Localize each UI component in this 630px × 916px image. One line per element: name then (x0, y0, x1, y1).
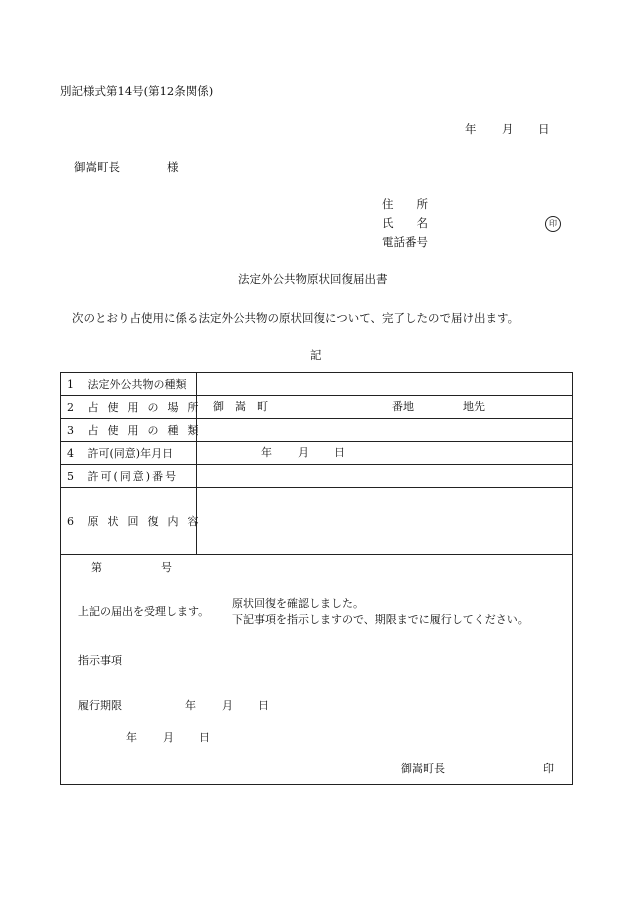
deadline-day-label: 日 (258, 699, 269, 712)
row-number: 1 (67, 378, 74, 391)
row-label (61, 419, 208, 442)
date-day-label: 日 (538, 122, 550, 136)
confirmed-text-1: 原状回復を確認しました。 (232, 597, 364, 610)
table-row (61, 396, 573, 419)
confirmed-text-2: 下記事項を指示しますので、期限までに履行してください。 (232, 613, 529, 626)
field-restoration-content[interactable] (197, 488, 573, 555)
field-use-type[interactable] (197, 419, 573, 442)
row-label-text: 占使用の場所 (87, 401, 208, 414)
field-location[interactable] (197, 396, 573, 419)
go-label: 号 (161, 561, 172, 574)
deadline-month-label: 月 (222, 699, 233, 712)
row-label-text: 法定外公共物の種類 (87, 378, 187, 391)
row-label (61, 396, 208, 419)
office-date-year-label: 年 (126, 731, 137, 744)
date-year-label: 年 (465, 122, 477, 136)
address-label: 住 所 (382, 197, 428, 211)
row-number: 2 (67, 401, 74, 414)
field-permission-number[interactable] (197, 465, 573, 488)
deadline-label: 履行期限 (78, 699, 122, 712)
addressee: 御嵩町長 (74, 160, 120, 174)
table-row (61, 488, 573, 555)
table-row (61, 555, 573, 785)
office-date-day-label: 日 (199, 731, 210, 744)
body-text: 次のとおり占使用に係る法定外公共物の原状回復について、完了したので届け出ます。 (72, 311, 520, 325)
field-kind-of-public-property[interactable] (197, 373, 573, 396)
row-number: 4 (67, 447, 74, 460)
table-row (61, 465, 573, 488)
row-label-text: 許可(同意)番号 (87, 470, 179, 483)
phone-label: 電話番号 (382, 235, 428, 249)
banchi-label: 番地 (392, 400, 414, 413)
table-row (61, 419, 573, 442)
mayor-label: 御嵩町長 (401, 762, 445, 775)
row-label (61, 373, 197, 396)
permit-year-label: 年 (261, 446, 272, 459)
form-table (60, 372, 573, 785)
row-number: 3 (67, 424, 74, 437)
row-label (61, 465, 197, 488)
permit-day-label: 日 (334, 446, 345, 459)
instructions-label: 指示事項 (78, 654, 122, 667)
deadline-year-label: 年 (185, 699, 196, 712)
table-row (61, 373, 573, 396)
row-label (61, 442, 197, 465)
row-label-text: 占使用の種類 (87, 424, 208, 437)
row-label-text: 許可(同意)年月日 (87, 447, 174, 460)
field-permission-date[interactable] (197, 442, 573, 465)
office-date-month-label: 月 (163, 731, 174, 744)
town-name: 御 嵩 町 (213, 400, 268, 413)
row-label (61, 488, 208, 555)
name-label: 氏 名 (382, 216, 428, 230)
form-reference: 別記様式第14号(第12条関係) (60, 84, 214, 98)
row-label-text: 原状回復内容 (87, 515, 208, 528)
ki-heading: 記 (310, 348, 322, 362)
document-title: 法定外公共物原状回復届出書 (238, 272, 388, 286)
mayor-seal-label: 印 (543, 762, 554, 775)
table-row (61, 442, 573, 465)
addressee-suffix: 様 (167, 160, 179, 174)
date-month-label: 月 (502, 122, 514, 136)
seal-mark: 印 (545, 216, 561, 232)
dai-label: 第 (91, 561, 102, 574)
permit-month-label: 月 (298, 446, 309, 459)
row-number: 5 (67, 470, 74, 483)
received-text: 上記の届出を受理します。 (78, 605, 210, 618)
chisaki-label: 地先 (463, 400, 485, 413)
row-number: 6 (67, 515, 74, 528)
office-use-box (61, 555, 573, 785)
